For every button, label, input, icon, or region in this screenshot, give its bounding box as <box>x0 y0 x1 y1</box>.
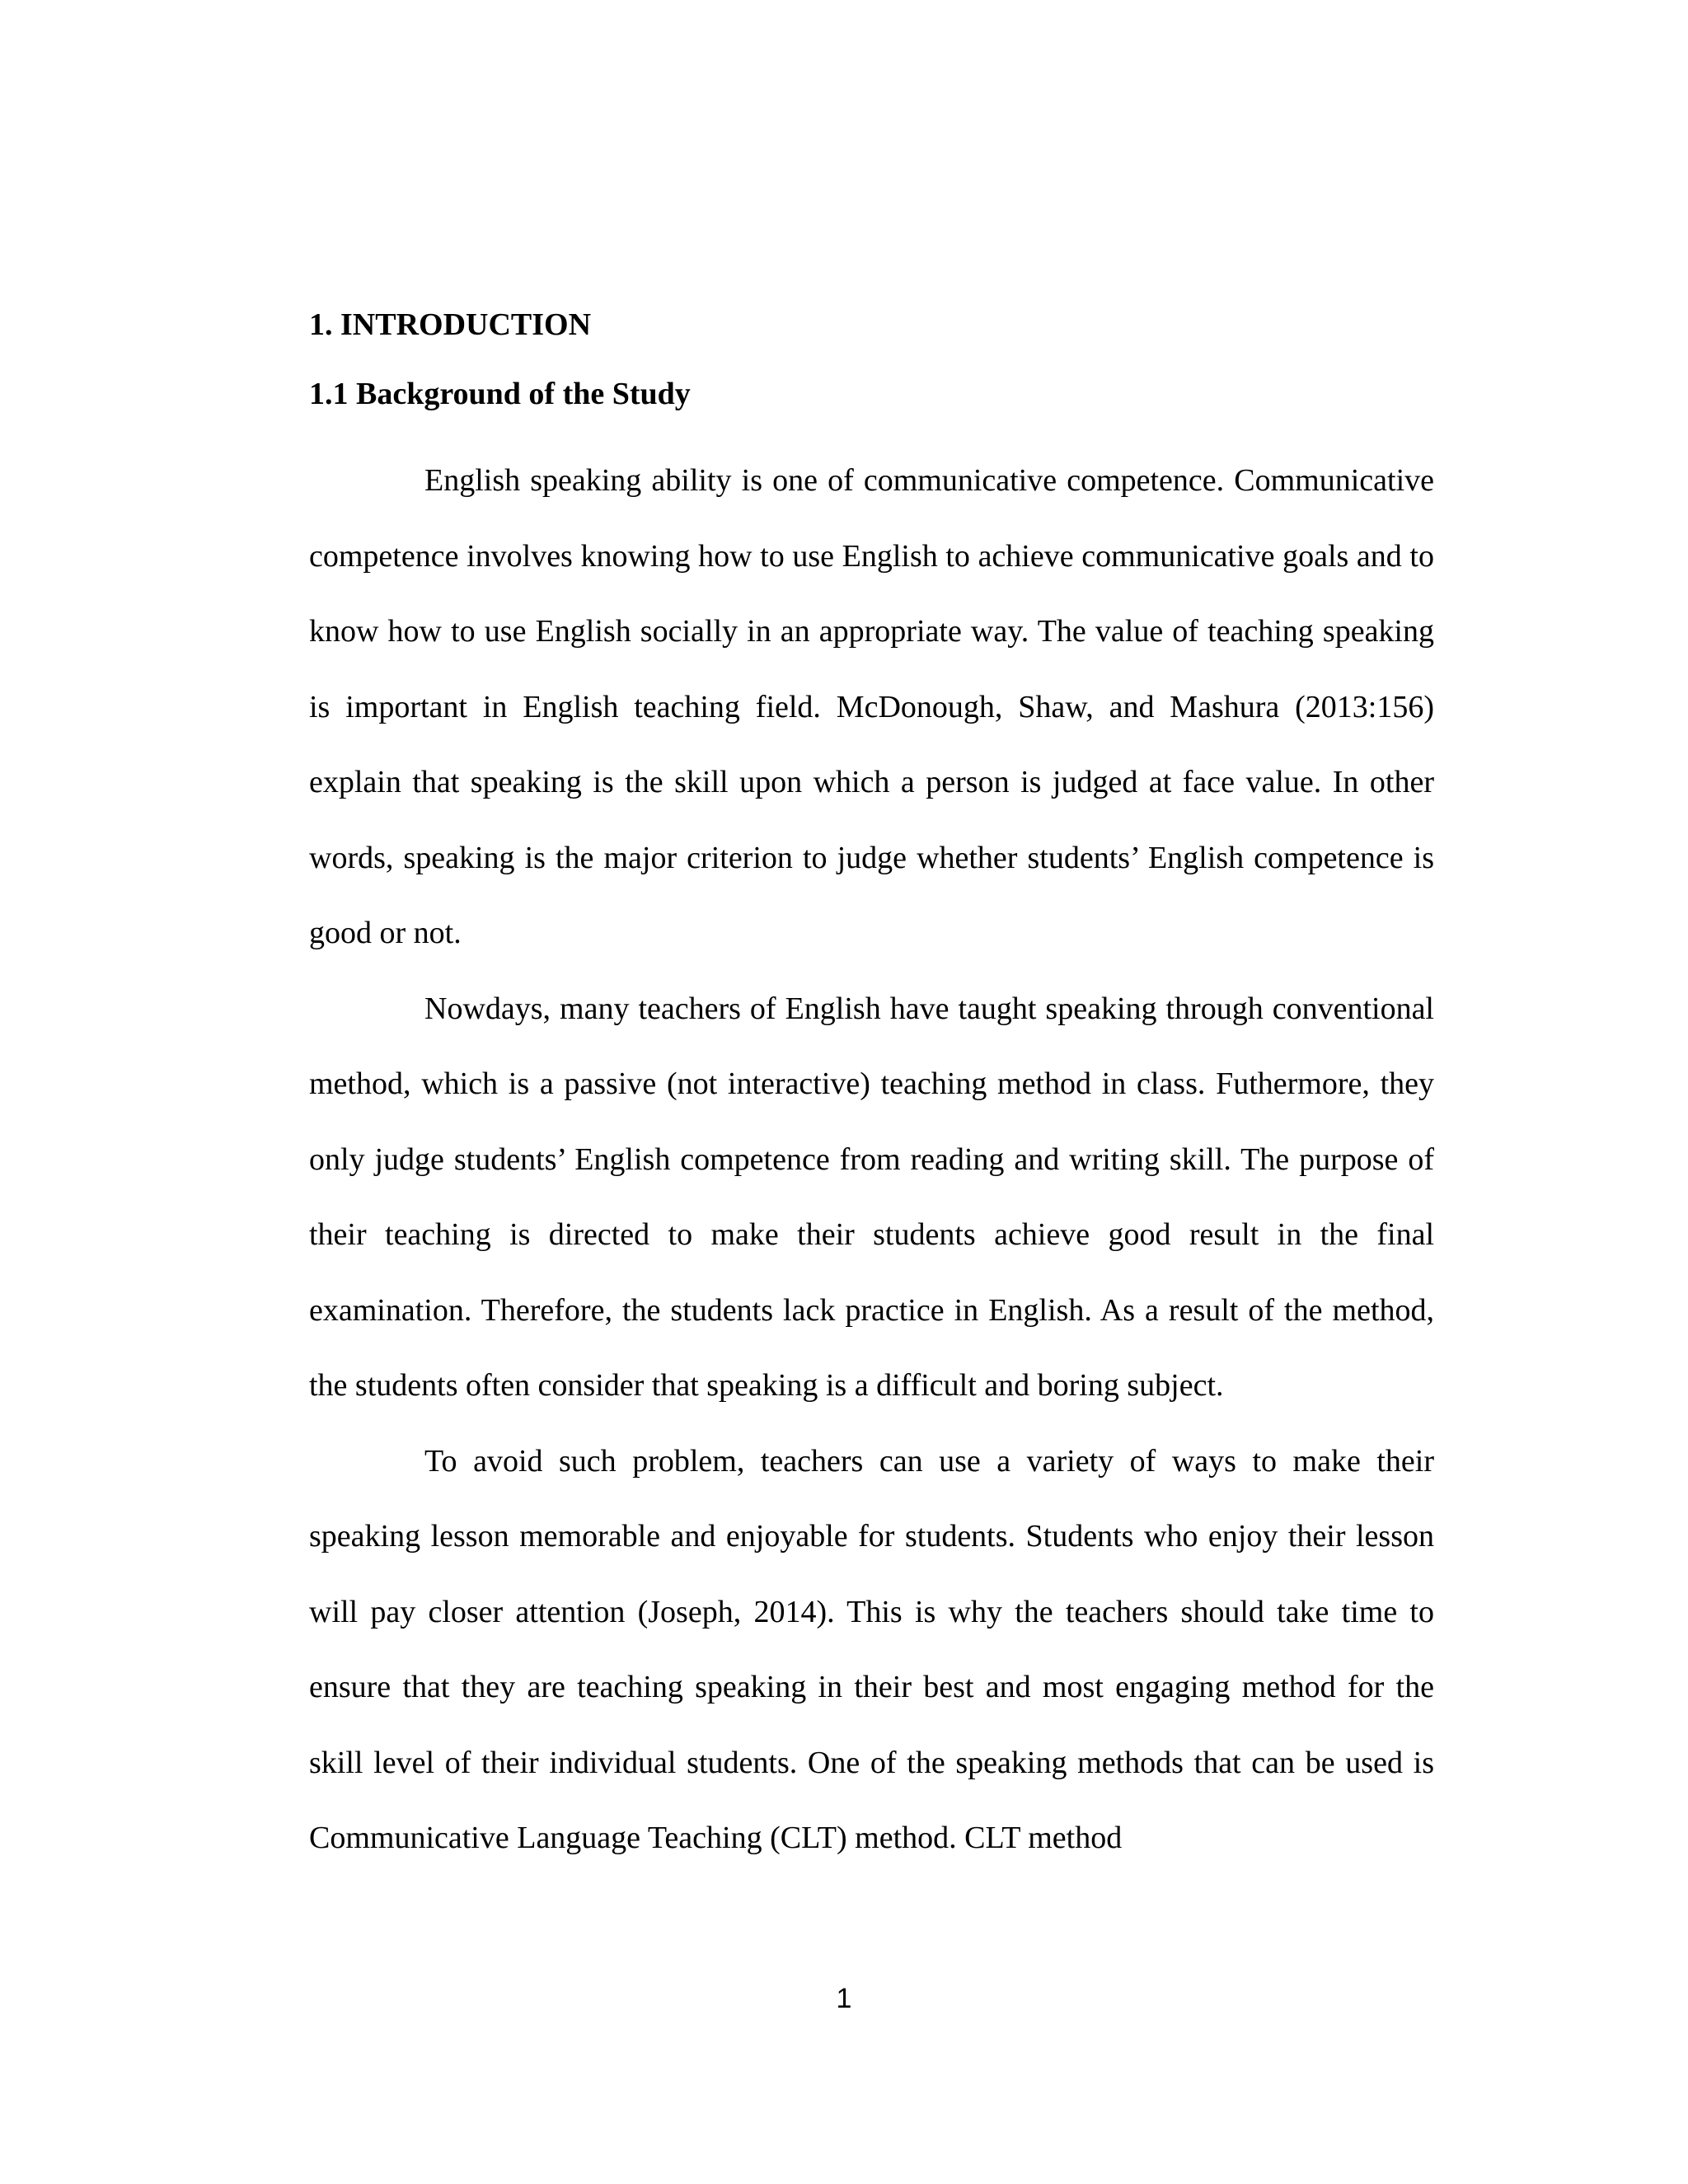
paragraph-2: Nowdays, many teachers of English have taught speaking through conventional method, which is a passive (not interactive) teaching method in class. Futhermore, they only judge students’ English competence from reading and writing skill. The purpose of their teaching is directed to make their students achieve good result in the final examination. Therefore, the students lack practice in English. As a result of the method, the students often consider that speaking is a difficult and boring subject. <box>309 991 1434 1403</box>
paragraph-1: English speaking ability is one of communicative competence. Communicative competence involves knowing how to use English to achieve communicative goals and to know how to use English socially in an appropriate way. The value of teaching speaking is important in English teaching field. McDonough, Shaw, and Mashura (2013:156) explain that speaking is the skill upon which a person is judged at face value. In other words, speaking is the major criterion to judge whether students’ English competence is good or not. <box>309 463 1434 950</box>
page-body <box>309 307 1434 1877</box>
section-heading: 1. INTRODUCTION <box>309 307 592 342</box>
subsection-heading: 1.1 Background of the Study <box>309 377 691 411</box>
page-number: 1 <box>836 1983 852 2014</box>
paragraph-3: To avoid such problem, teachers can use a variety of ways to make their speaking lesson memorable and enjoyable for students. Students who enjoy their lesson will pay closer attention (Joseph, 2014). This is why the teachers should take time to ensure that they are teaching speaking in their best and most engaging method for the skill level of their individual students. One of the speaking methods that can be used is Communicative Language Teaching (CLT) method. CLT method <box>309 1443 1434 1855</box>
